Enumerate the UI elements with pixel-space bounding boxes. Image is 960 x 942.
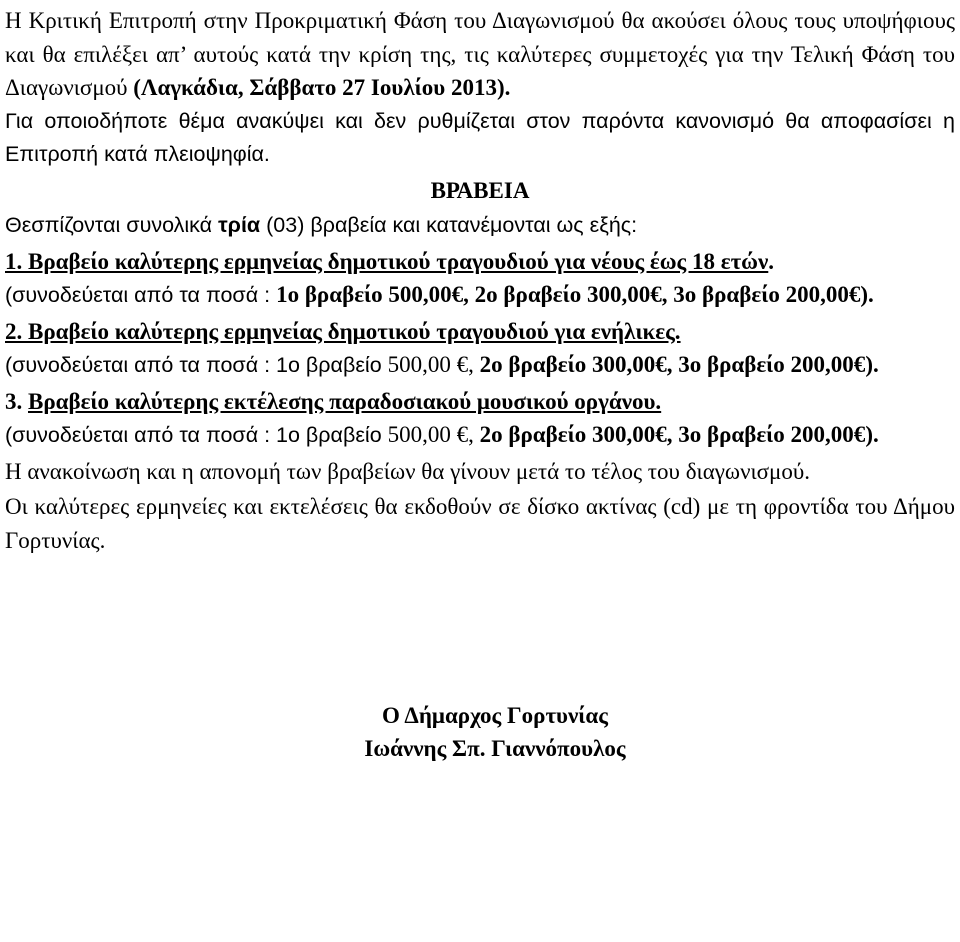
award3-title-text: Βραβείο καλύτερης εκτέλεσης παραδοσιακού μουσικού οργάνου. bbox=[28, 388, 662, 414]
award1-title-text: 1. Βραβείο καλύτερης ερμηνείας δημοτικού τραγουδιού για νέους έως 18 ετών bbox=[5, 248, 769, 274]
award3-amounts-values: 2ο βραβείο 300,00€, 3ο βραβείο 200,00€ bbox=[479, 422, 866, 447]
award1-title bbox=[5, 245, 955, 279]
awards-intro-post: βραβεία και κατανέμονται ως εξής: bbox=[310, 213, 638, 237]
intro-text: Η Κριτική Επιτροπή στην Προκριματική Φάση του Διαγωνισμού θα ακούσει όλους τους υποψήφιους και θα επιλέξει απ’ αυτούς κατά την κρίση της, τις καλύτερες συμμετοχές για την Τελική Φάση του Διαγωνισμού bbox=[5, 8, 955, 100]
award3-title-num: 3. bbox=[5, 388, 28, 414]
awards-intro-pre: Θεσπίζονται συνολικά bbox=[5, 213, 219, 237]
award3-amounts-first: 500,00 €, bbox=[387, 422, 480, 447]
signature-name: Ιωάννης Σπ. Γιαννόπουλος bbox=[364, 736, 626, 761]
intro-date: (Λαγκάδια, Σάββατο 27 Ιουλίου 2013). bbox=[133, 75, 511, 100]
signature-block bbox=[5, 699, 955, 765]
award2-amounts bbox=[5, 348, 955, 383]
award2-title-text: 2. Βραβείο καλύτερης ερμηνείας δημοτικού τραγουδιού για ενήλικες. bbox=[5, 318, 681, 344]
award1-amounts-values: 1ο βραβείο 500,00€, 2ο βραβείο 300,00€, 3ο βραβείο 200,00€ bbox=[276, 282, 861, 307]
announcement-paragraph: Η ανακοίνωση και η απονομή των βραβείων θα γίνουν μετά το τέλος του διαγωνισμού. bbox=[5, 458, 811, 484]
intro-paragraph bbox=[5, 0, 955, 105]
awards-intro-count: τρία bbox=[218, 213, 261, 237]
award1-amounts bbox=[5, 278, 955, 313]
award2-amounts-first: 500,00 €, bbox=[387, 352, 480, 377]
awards-intro-number: (03) bbox=[260, 213, 311, 237]
award2-title bbox=[5, 315, 955, 349]
cd-note-paragraph: Οι καλύτερες ερμηνείες και εκτελέσεις θα εκδοθούν σε δίσκο ακτίνας (cd) με τη φροντίδα του Δήμου Γορτυνίας. bbox=[5, 494, 955, 553]
awards-intro bbox=[5, 209, 955, 243]
award3-title bbox=[5, 385, 955, 419]
award2-amounts-values: 2ο βραβείο 300,00€, 3ο βραβείο 200,00€ bbox=[479, 352, 866, 377]
award1-amounts-pre: (συνοδεύεται από τα ποσά : bbox=[5, 283, 277, 307]
rule-paragraph: Για οποιοδήποτε θέμα ανακύψει και δεν ρυθμίζεται στον παρόντα κανονισμό θα αποφασίσει η Επιτροπή κατά πλειοψηφία. bbox=[5, 108, 955, 166]
award3-amounts bbox=[5, 418, 955, 453]
awards-heading: ΒΡΑΒΕΙΑ bbox=[430, 177, 530, 203]
award1-title-end: . bbox=[768, 248, 775, 274]
award3-amounts-pre: (συνοδεύεται από τα ποσά : 1ο βραβείο bbox=[5, 423, 388, 447]
award2-amounts-pre: (συνοδεύεται από τα ποσά : 1ο βραβείο bbox=[5, 353, 388, 377]
signature-role: Ο Δήμαρχος Γορτυνίας bbox=[382, 703, 608, 728]
award2-amounts-end: ). bbox=[865, 352, 879, 377]
award1-amounts-end: ). bbox=[860, 282, 874, 307]
award3-amounts-end: ). bbox=[865, 422, 879, 447]
